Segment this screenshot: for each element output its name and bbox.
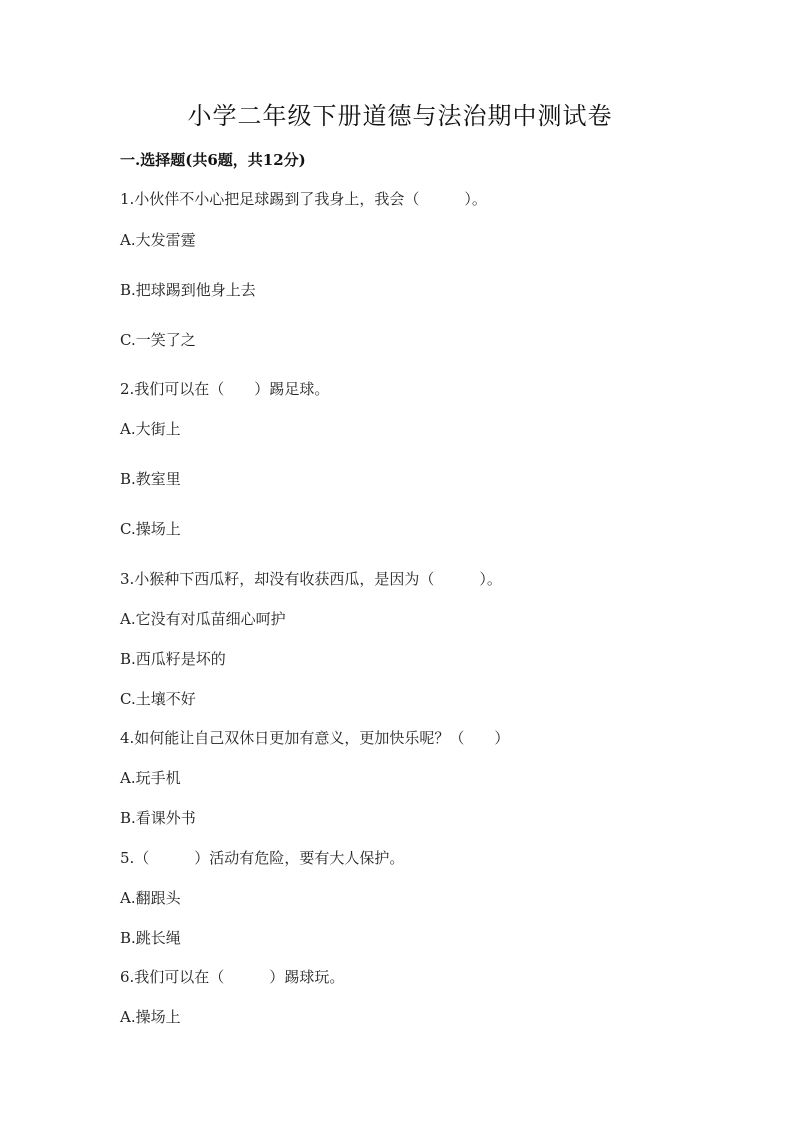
question-4-stem: 4.如何能让自己双休日更加有意义，更加快乐呢？（ ） [120, 729, 510, 747]
question-6-stem: 6.我们可以在（ ）踢球玩。 [120, 968, 345, 986]
question-1-option-b: B.把球踢到他身上去 [120, 281, 256, 299]
question-1-option-c: C.一笑了之 [120, 331, 196, 349]
question-1-stem: 1.小伙伴不小心把足球踢到了我身上，我会（ ）。 [120, 190, 487, 208]
question-5-option-b: B.跳长绳 [120, 929, 181, 947]
question-3-stem: 3.小猴种下西瓜籽，却没有收获西瓜，是因为（ ）。 [120, 570, 502, 588]
question-2-option-b: B.教室里 [120, 470, 181, 488]
section-heading: 一.选择题(共6题，共12分) [120, 151, 306, 169]
question-5-stem: 5.（ ）活动有危险，要有大人保护。 [120, 849, 405, 867]
question-2-stem: 2.我们可以在（ ）踢足球。 [120, 380, 330, 398]
question-2-option-c: C.操场上 [120, 520, 181, 538]
page-title: 小学二年级下册道德与法治期中测试卷 [187, 102, 613, 130]
question-1-option-a: A.大发雷霆 [120, 231, 196, 249]
question-3-option-c: C.土壤不好 [120, 690, 196, 708]
question-3-option-b: B.西瓜籽是坏的 [120, 650, 226, 668]
question-6-option-a: A.操场上 [120, 1008, 181, 1026]
question-2-option-a: A.大街上 [120, 420, 181, 438]
question-4-option-b: B.看课外书 [120, 809, 196, 827]
question-5-option-a: A.翻跟头 [120, 889, 181, 907]
question-4-option-a: A.玩手机 [120, 769, 181, 787]
question-3-option-a: A.它没有对瓜苗细心呵护 [120, 610, 286, 628]
